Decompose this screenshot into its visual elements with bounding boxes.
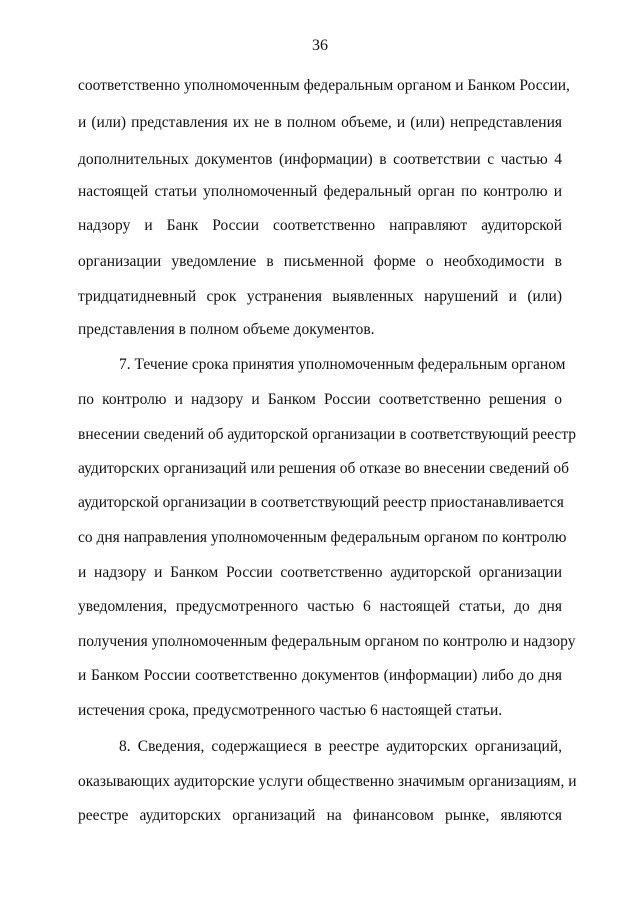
text-line: уведомления, предусмотренного частью 6 настоящей статьи, до дня xyxy=(78,598,562,615)
text-line: и Банком России соответственно документов (информации) либо до дня xyxy=(78,667,562,684)
text-line: и надзору и Банком России соответственно аудиторской организации xyxy=(78,564,562,581)
text-line: соответственно уполномоченным федеральным органом и Банком России, xyxy=(78,77,570,94)
text-line: получения уполномоченным федеральным органом по контролю и надзору xyxy=(78,633,576,650)
text-line: надзору и Банк России соответственно направляют аудиторской xyxy=(78,217,562,234)
text-line: тридцатидневный срок устранения выявленных нарушений и (или) xyxy=(78,288,562,305)
text-line: реестре аудиторских организаций на финансовом рынке, являются xyxy=(78,807,562,824)
text-line: по контролю и надзору и Банком России соответственно решения о xyxy=(78,391,562,408)
text-line: аудиторских организаций или решения об отказе во внесении сведений об xyxy=(78,460,570,477)
paragraph-end-line: представления в полном объеме документов. xyxy=(78,321,375,338)
text-line: оказывающих аудиторские услуги общественно значимым организациям, и xyxy=(78,773,577,790)
text-line: аудиторской организации в соответствующий реестр приостанавливается xyxy=(78,494,564,511)
text-line: организации уведомление в письменной форме о необходимости в xyxy=(78,253,562,270)
text-line: настоящей статьи уполномоченный федеральный орган по контролю и xyxy=(78,183,562,200)
text-line: дополнительных документов (информации) в соответствии с частью 4 xyxy=(78,151,562,168)
text-line: со дня направления уполномоченным федеральным органом по контролю xyxy=(78,529,567,546)
page-number: 36 xyxy=(312,37,328,54)
text-line: внесении сведений об аудиторской организации в соответствующий реестр xyxy=(78,426,577,443)
paragraph-7-first-line: 7. Течение срока принятия уполномоченным федеральным органом xyxy=(119,356,566,373)
paragraph-8-first-line: 8. Сведения, содержащиеся в реестре аудиторских организаций, xyxy=(119,738,562,755)
text-line: и (или) представления их не в полном объеме, и (или) непредставления xyxy=(78,114,562,131)
paragraph-end-line: истечения срока, предусмотренного частью 6 настоящей статьи. xyxy=(78,702,503,719)
